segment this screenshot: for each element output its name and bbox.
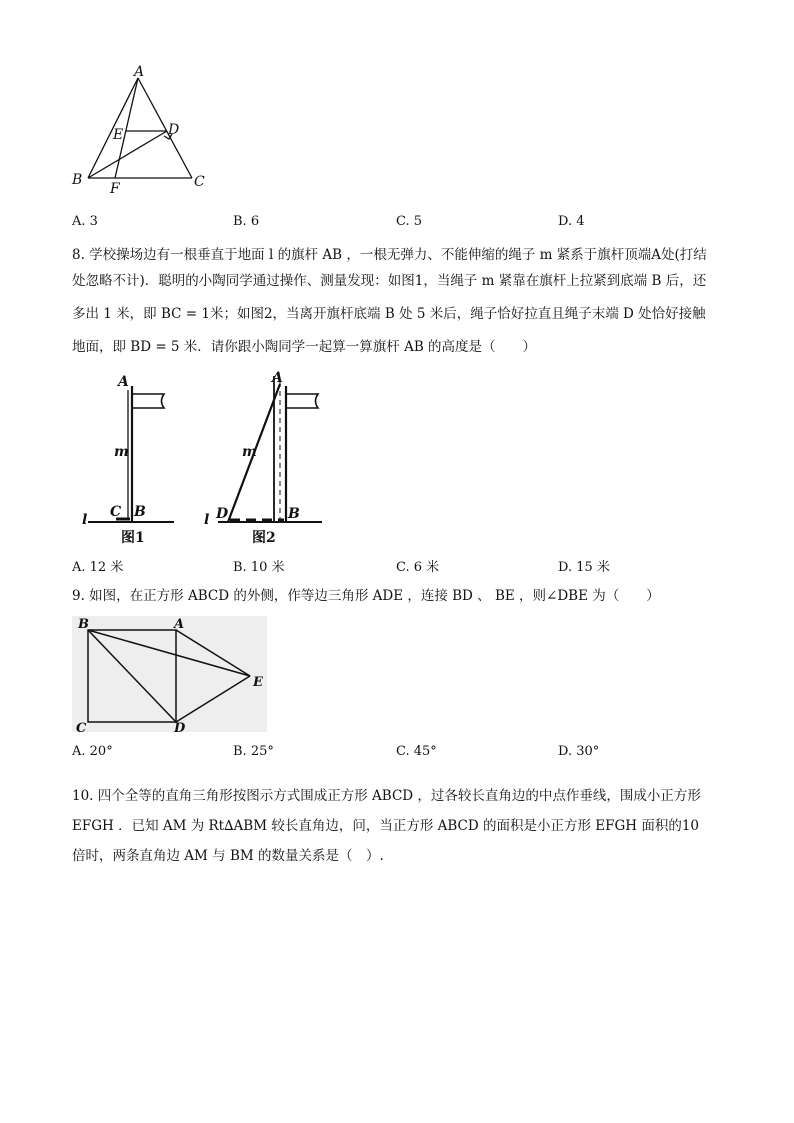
q8-fig1-label-b: B [134, 504, 146, 520]
q9-label-d: D [174, 721, 186, 736]
q8-figure-2 [200, 368, 330, 548]
q9-segment-de [176, 676, 250, 722]
q7-option-b[interactable]: B. 6 [233, 214, 260, 229]
q9-option-c[interactable]: C. 45° [396, 744, 437, 759]
q8-option-c[interactable]: C. 6 米 [396, 560, 440, 575]
q8-text-line-4: 地面，即 BD = 5 米．请你跟小陶同学一起算一算旗杆 AB 的高度是（ ） [72, 339, 537, 355]
q9-option-d[interactable]: D. 30° [558, 744, 600, 759]
q7-label-f: F [110, 181, 120, 197]
q8-fig2-label-m: m [242, 444, 257, 460]
q9-label-b: B [78, 617, 89, 632]
q9-label-c: C [76, 721, 87, 736]
q9-label-e: E [253, 675, 263, 690]
q8-fig2-label-l: l [204, 512, 210, 528]
q8-fig1-label-m: m [114, 444, 129, 460]
q8-fig1-flag [132, 394, 164, 408]
q7-option-c[interactable]: C. 5 [396, 214, 423, 229]
q8-figure-1 [70, 368, 180, 548]
q10-text-line-3: 倍时，两条直角边 AM 与 BM 的数量关系是（ ）. [72, 848, 384, 864]
q8-option-a[interactable]: A. 12 米 [72, 560, 124, 575]
q8-text-line-3: 多出 1 米，即 BC = 1米；如图2，当离开旗杆底端 B 处 5 米后，绳子恰好拉直且绳子末端 D 处恰好接触 [72, 306, 706, 322]
q8-text-line-2: 处忽略不计)．聪明的小陶同学通过操作、测量发现：如图1，当绳子 m 紧靠在旗杆上拉紧到底端 B 后，还 [72, 273, 707, 289]
q10-text-line-2: EFGH ．已知 AM 为 Rt∆ABM 较长直角边，问，当正方形 ABCD 的面积是小正方形 EFGH 面积的10 [72, 818, 700, 834]
q8-fig2-label-a: A [272, 370, 283, 386]
q9-square-figure [72, 616, 272, 736]
q7-label-b: B [72, 172, 83, 188]
q9-option-b[interactable]: B. 25° [233, 744, 274, 759]
q7-option-a[interactable]: A. 3 [72, 214, 98, 229]
q10-text-line-1: 10. 四个全等的直角三角形按图示方式围成正方形 ABCD ，过各较长直角边的中点作垂线，围成小正方形 [72, 788, 701, 804]
q8-fig2-caption: 图2 [252, 530, 276, 546]
q9-segment-be [88, 630, 250, 676]
q9-segment-ae [176, 630, 250, 676]
q7-label-e: E [113, 127, 124, 143]
q8-fig1-label-l: l [82, 512, 88, 528]
q9-label-a: A [174, 617, 185, 632]
q8-fig2-label-b: B [288, 506, 300, 522]
q9-diagonal-bd [88, 630, 176, 722]
q8-fig1-label-a: A [118, 374, 129, 390]
q7-side-ac [138, 78, 192, 178]
q8-fig2-flag [286, 394, 318, 408]
q7-option-d[interactable]: D. 4 [558, 214, 585, 229]
q8-fig1-label-c: C [110, 504, 122, 520]
q8-fig1-caption: 图1 [121, 530, 145, 546]
q8-option-d[interactable]: D. 15 米 [558, 560, 610, 575]
q9-text-line: 9. 如图，在正方形 ABCD 的外侧，作等边三角形 ADE ，连接 BD 、 BE ，则∠DBE 为（ ） [72, 588, 660, 604]
q8-fig2-label-d: D [216, 506, 229, 522]
q7-label-c: C [194, 174, 205, 190]
q7-label-d: D [168, 122, 180, 138]
q8-option-b[interactable]: B. 10 米 [233, 560, 285, 575]
q7-label-a: A [134, 64, 145, 80]
q9-option-a[interactable]: A. 20° [72, 744, 113, 759]
q8-text-line-1: 8. 学校操场边有一根垂直于地面 l 的旗杆 AB ，一根无弹力、不能伸缩的绳子 m 紧系于旗杆顶端A处(打结 [72, 247, 707, 263]
q7-triangle-figure [68, 64, 208, 197]
